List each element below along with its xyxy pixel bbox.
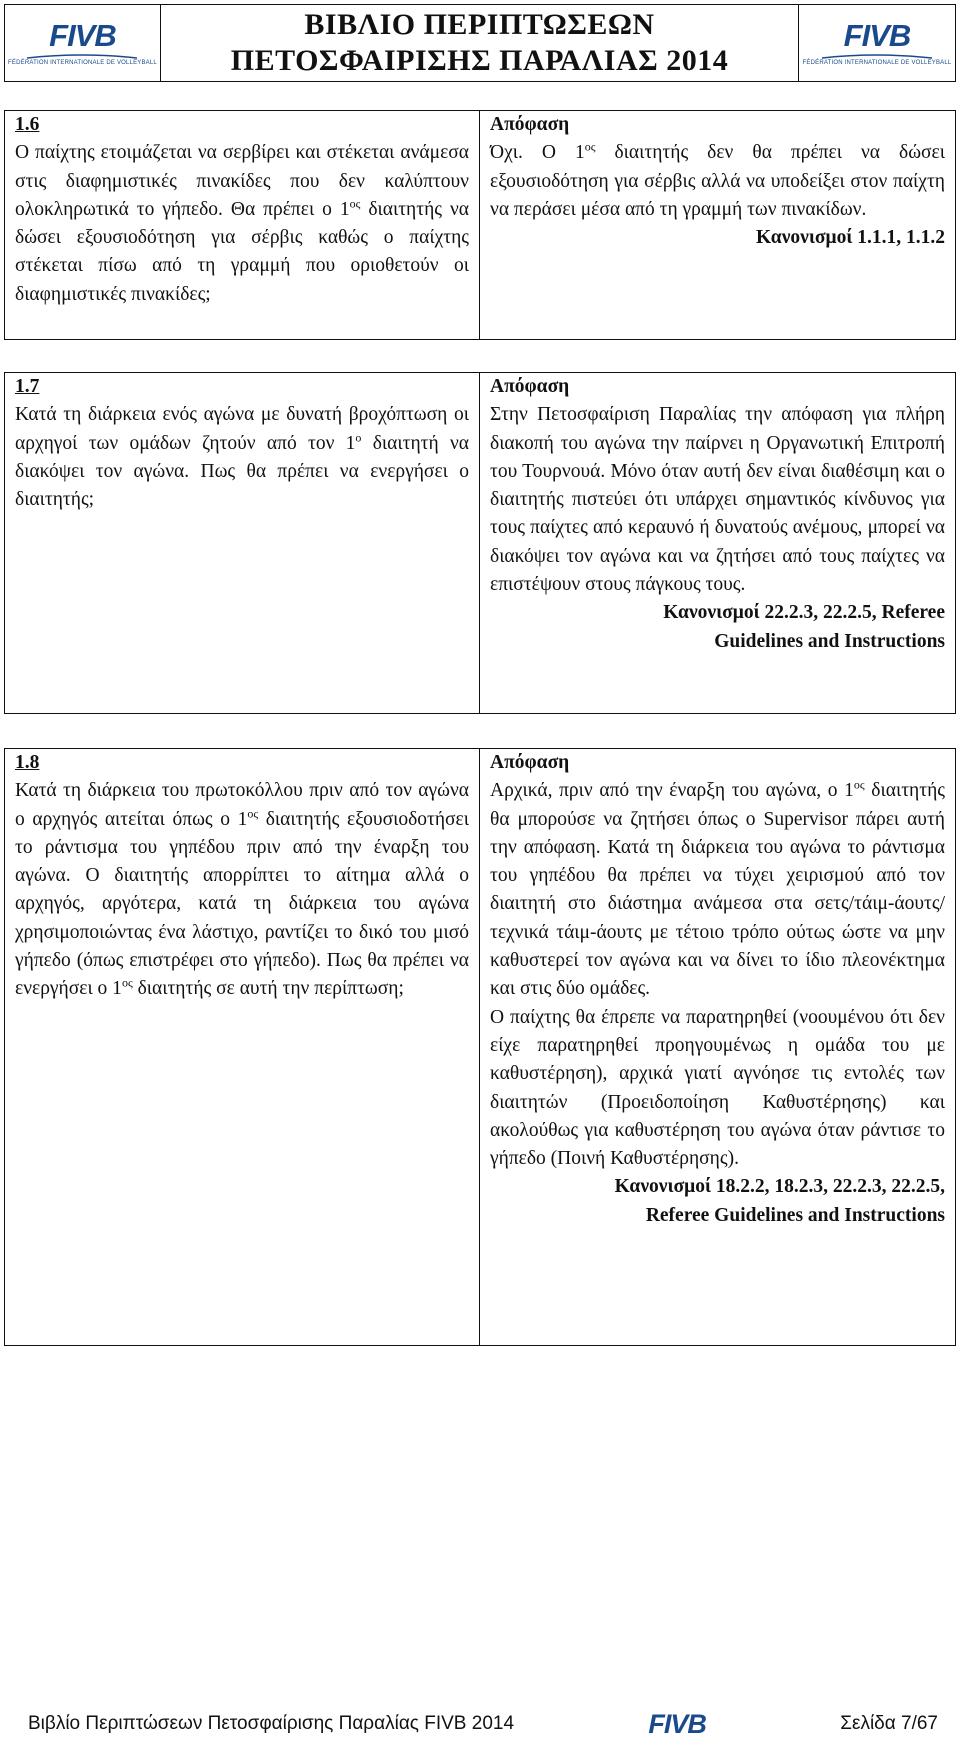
case-table [4, 110, 956, 340]
decision-label: Απόφαση [490, 752, 570, 773]
header-title-line-1: ΒΙΒΛΙΟ ΠΕΡΙΠΤΩΣΕΩΝ [304, 8, 655, 41]
case-table [4, 748, 956, 1346]
case-question: Κατά τη διάρκεια του πρωτοκόλλου πριν από τον αγώνα ο αρχηγός αιτείται όπως ο $1^{o\varsigma}$ διαιτητής εξουσιοδοτήσει το ράντισμα του γηπέδου πριν από την έναρξη του αγώνα. Ο διαιτητής απορρίπτει το αίτημα αλλά ο αρχηγός, αργότερα, κατά τη διάρκεια του αγώνα χρησιμοποιώντας ένα λάστιχο, ραντίζει το δικό του μισό γήπεδο (όπως επιστρέφει στο γήπεδο). Πως θα πρέπει να ενεργήσει ο $1^{o\varsigma}$ διαιτητής σε αυτή την περίπτωση; [15, 780, 469, 1000]
case-rules-line-2: Guidelines and Instructions [714, 630, 945, 652]
case-rules-line-1: Κανονισμοί 18.2.2, 18.2.3, 22.2.3, 22.2.5, [614, 1176, 945, 1198]
fivb-logo-subtext: FÉDÉRATION INTERNATIONALE DE VOLLEYBALL [8, 60, 157, 66]
page-footer [28, 1702, 938, 1746]
case-answer: Αρχικά, πριν από την έναρξη του αγώνα, ο $1^{o\varsigma}$ διαιτητής θα μπορούσε να ζητήσει όπως ο Supervisor πάρει αυτή την απόφαση. Κατά τη διάρκεια του αγώνα το ράντισμα του γηπέδου θα πρέπει να τύχει χειρισμού από τον διαιτητή στο διάστημα ανάμεσα στα σετς/τάιμ-άουτς/τεχνικά τάιμ-άουτς με τέτοιο τρόπο ούτως ώστε να μην καθυστερεί τον αγώνα και να δίνει το ίδιο πλεονέκτημα και στις δύο ομάδες. [490, 777, 945, 1000]
header-title-line-2: ΠΕΤΟΣΦΑΙΡΙΣΗΣ ΠΑΡΑΛΙΑΣ 2014 [230, 44, 729, 77]
header-logo-right [799, 5, 955, 81]
case-question-cell [5, 749, 480, 1345]
case-answer: Όχι. Ο $1^{o\varsigma}$ διαιτητής δεν θα πρέπει να δώσει εξουσιοδότηση για σέρβις αλλά να υποδείξει στον παίχτη να περάσει μέσα από τη γραμμή των πινακίδων. [490, 139, 945, 220]
case-question-cell [5, 111, 480, 339]
case-table [4, 372, 956, 714]
case-answer-cell [480, 373, 955, 713]
fivb-logo-mark: FIVB [49, 18, 116, 53]
case-rules-line-2: Referee Guidelines and Instructions [645, 1204, 945, 1226]
logo-swoosh-icon [27, 54, 137, 59]
case-answer-cell [480, 111, 955, 339]
fivb-logo [8, 20, 157, 66]
fivb-logo [803, 20, 952, 66]
fivb-logo-mark: FIVB [843, 18, 911, 53]
logo-swoosh-icon [822, 54, 932, 59]
case-question: Κατά τη διάρκεια ενός αγώνα με δυνατή βροχόπτωση οι αρχηγοί των ομάδων ζητούν από τον $1^o$ διαιτητή να διακόψει τον αγώνα. Πως θα πρέπει να ενεργήσει ο διαιτητής; [15, 404, 469, 511]
page-header [4, 4, 956, 82]
case-rules: Κανονισμοί 1.1.1, 1.1.2 [756, 227, 945, 249]
case-question-cell [5, 373, 480, 713]
case-answer-paragraph-2: Ο παίχτης θα έπρεπε να παρατηρηθεί (νοουμένου ότι δεν είχε παρατηρηθεί προηγουμένως η ομάδα του με καθυστέρηση), αρχικά γιατί αγνόησε τις εντολές των διαιτητών (Προειδοποίηση Καθυστέρησης) και ακολούθως για καθυστέρηση του αγώνα όταν ράντισε το γήπεδο (Ποινή Καθυστέρησης). [490, 1006, 945, 1170]
case-number: 1.8 [15, 752, 40, 773]
footer-page-number: Σελίδα 7/67 [840, 1713, 938, 1734]
case-number: 1.6 [15, 114, 40, 135]
case-question: Ο παίχτης ετοιμάζεται να σερβίρει και στέκεται ανάμεσα στις διαφημιστικές πινακίδες που δεν καλύπτουν ολοκληρωτικά το γήπεδο. Θα πρέπει ο $1^{o\varsigma}$ διαιτητής να δώσει εξουσιοδότηση για σέρβις καθώς ο παίχτης στέκεται πίσω από τη γραμμή που οριοθετούν οι διαφημιστικές πινακίδες; [15, 142, 469, 305]
decision-label: Απόφαση [490, 114, 570, 135]
case-answer: Στην Πετοσφαίριση Παραλίας την απόφαση για πλήρη διακοπή του αγώνα την παίρνει η Οργανωτική Επιτροπή του Τουρνουά. Μόνο όταν αυτή δεν είναι διαθέσιμη και ο διαιτητής πιστεύει ότι υπάρχει σημαντικός κίνδυνος για τους παίχτες από κεραυνό ή δυνατούς ανέμους, μπορεί να διακόψει τον αγώνα και να ζητήσει από τους παίχτες να επιστέψουν στους πάγκους τους. [490, 404, 945, 596]
decision-label: Απόφαση [490, 376, 570, 397]
header-logo-left [5, 5, 161, 81]
case-rules-line-1: Κανονισμοί 22.2.3, 22.2.5, Referee [663, 602, 945, 624]
case-answer-cell [480, 749, 955, 1345]
footer-document-title: Βιβλίο Περιπτώσεων Πετοσφαίρισης Παραλίας FIVB 2014 [28, 1713, 515, 1734]
footer-fivb-logo: FIVB [648, 1709, 706, 1739]
fivb-logo-subtext: FÉDÉRATION INTERNATIONALE DE VOLLEYBALL [802, 60, 952, 66]
header-title [161, 5, 799, 81]
case-number: 1.7 [15, 376, 40, 397]
